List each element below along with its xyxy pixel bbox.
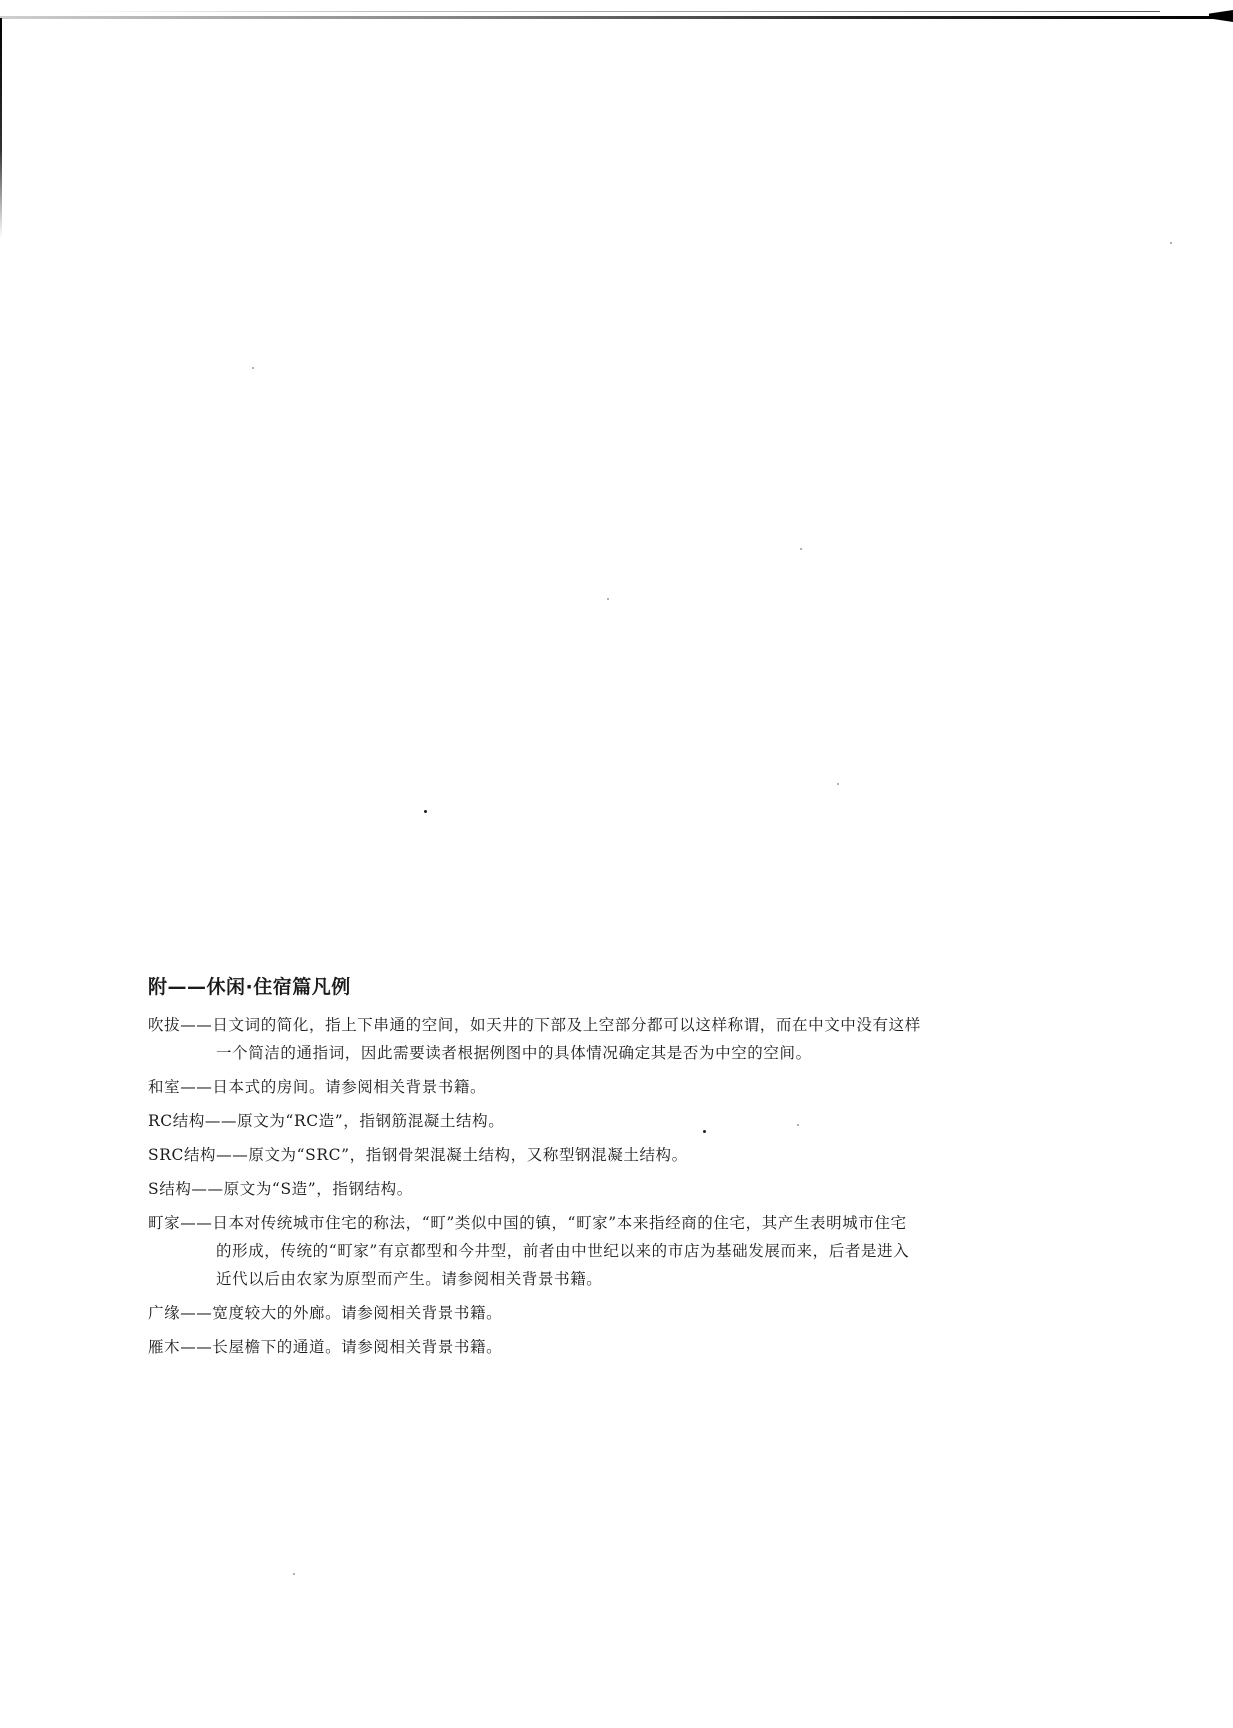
glossary-section (148, 972, 1048, 1367)
glossary-entry-gangi (148, 1333, 1048, 1361)
entry-text: RC结构——原文为“RC造”，指钢筋混凝土结构。 (148, 1112, 505, 1130)
entry-text: S结构——原文为“S造”，指钢结构。 (148, 1180, 413, 1198)
scan-speck (800, 548, 802, 550)
entry-text-continued: 近代以后由农家为原型而产生。请参阅相关背景书籍。 (216, 1270, 603, 1288)
glossary-entry-fukinuke (148, 1011, 1048, 1067)
scan-speck (424, 810, 427, 813)
scan-speck (837, 783, 839, 785)
entry-text: 雁木——长屋檐下的通道。请参阅相关背景书籍。 (148, 1338, 503, 1356)
glossary-entry-machiya (148, 1209, 1048, 1293)
glossary-entry-hiroen (148, 1299, 1048, 1327)
entry-text-continued: 一个简洁的通指词，因此需要读者根据例图中的具体情况确定其是否为中空的空间。 (216, 1044, 812, 1062)
entry-text: 町家——日本对传统城市住宅的称法，“町”类似中国的镇，“町家”本来指经商的住宅，其产生表明城市住宅 (148, 1214, 907, 1232)
section-title: 附——休闲·住宿篇凡例 (148, 976, 351, 998)
glossary-entry-s (148, 1175, 1048, 1203)
glossary-entry-rc (148, 1107, 1048, 1135)
scan-top-rule (0, 16, 1233, 19)
entry-text: 吹拔——日文词的简化，指上下串通的空间，如天井的下部及上空部分都可以这样称谓，而在中文中没有这样 (148, 1016, 921, 1034)
entry-text: SRC结构——原文为“SRC”，指钢骨架混凝土结构，又称型钢混凝土结构。 (148, 1146, 688, 1164)
scan-speck (252, 367, 254, 369)
scan-corner-mark (1209, 10, 1233, 22)
scan-speck (1170, 242, 1172, 244)
scan-top-thin-rule (60, 11, 1160, 12)
scan-speck (607, 598, 609, 600)
entry-text: 广缘——宽度较大的外廊。请参阅相关背景书籍。 (148, 1304, 503, 1322)
scan-left-edge (0, 18, 2, 238)
entry-text: 和室——日本式的房间。请参阅相关背景书籍。 (148, 1078, 487, 1096)
scan-speck (293, 1573, 295, 1575)
glossary-entry-washitsu (148, 1073, 1048, 1101)
entry-text-continued: 的形成，传统的“町家”有京都型和今井型，前者由中世纪以来的市店为基础发展而来，后者是进入 (216, 1242, 910, 1260)
glossary-entry-src (148, 1141, 1048, 1169)
